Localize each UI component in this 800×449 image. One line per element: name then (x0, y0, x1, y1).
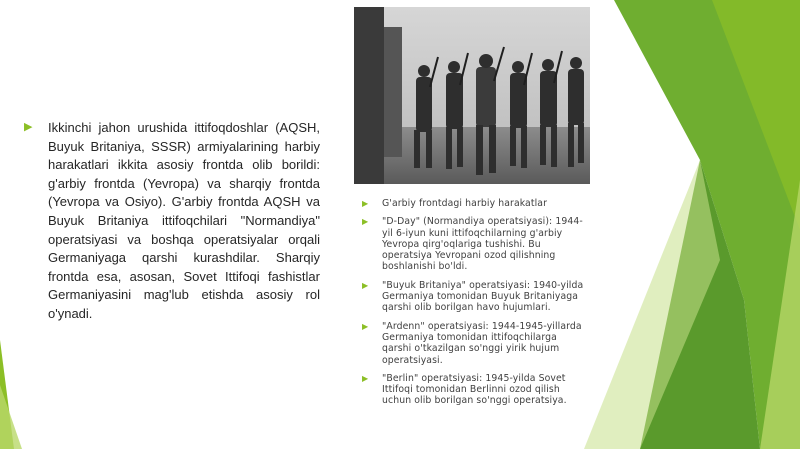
triangle-right-icon: ▶ (362, 321, 369, 331)
triangle-right-icon: ▶ (362, 199, 369, 208)
left-paragraph: Ikkinchi jahon urushida ittifoqdoshlar (AQSH, Buyuk Britaniya, SSSR) armiyalarining harbiy harakatlari ikkita asosiy frontda olib borildi: g'arbiy frontda (Yevropa) va sharqiy frontda (Yevropa va Osiyo). G'arbiy frontda AQSH va Buyuk Britaniya ittifoqchilari "Normandiya" operatsiyasi va boshqa operatsiyalar orqali Germaniyaga qarshi kurashdilar. Sharqiy frontda esa, asosan, Sovet Ittifoqi fashistlar Germaniyasini mag'lub etishda asosiy rol o'ynadi. (48, 120, 320, 321)
triangle-right-icon: ▶ (362, 373, 369, 383)
left-content (24, 119, 320, 324)
soldiers-photo (354, 7, 590, 184)
list-item: ▶ "Buyuk Britaniya" operatsiyasi: 1940-yilda Germaniya tomonidan Buyuk Britaniyaga qarshi olib borilgan havo hujumlari. (362, 279, 584, 314)
triangle-right-icon: ▶ (24, 121, 33, 133)
list-item: ▶ "Ardenn" operatsiyasi: 1944-1945-yillarda Germaniya tomonidan ittifoqchilarga qarshi o'tkazilgan so'nggi yirik hujum operatsiyasi. (362, 320, 582, 366)
list-item: ▶ "Berlin" operatsiyasi: 1945-yilda Sovet Ittifoqi tomonidan Berlinni ozod qilish uchun olib borilgan so'nggi operatsiya. (362, 372, 567, 407)
list-item: ▶ G'arbiy frontdagi harbiy harakatlar (362, 198, 548, 209)
triangle-right-icon: ▶ (362, 217, 369, 227)
right-bullet-list (362, 198, 586, 414)
triangle-right-icon: ▶ (362, 280, 369, 290)
list-item: ▶ "D-Day" (Normandiya operatsiyasi): 1944-yil 6-iyun kuni ittifoqchilarning g'arbiy Yevropa qirg'oqlariga tushishi. Bu operatsiya Yevropani ozod qilishning boshlanishi bo'ldi. (362, 216, 583, 273)
